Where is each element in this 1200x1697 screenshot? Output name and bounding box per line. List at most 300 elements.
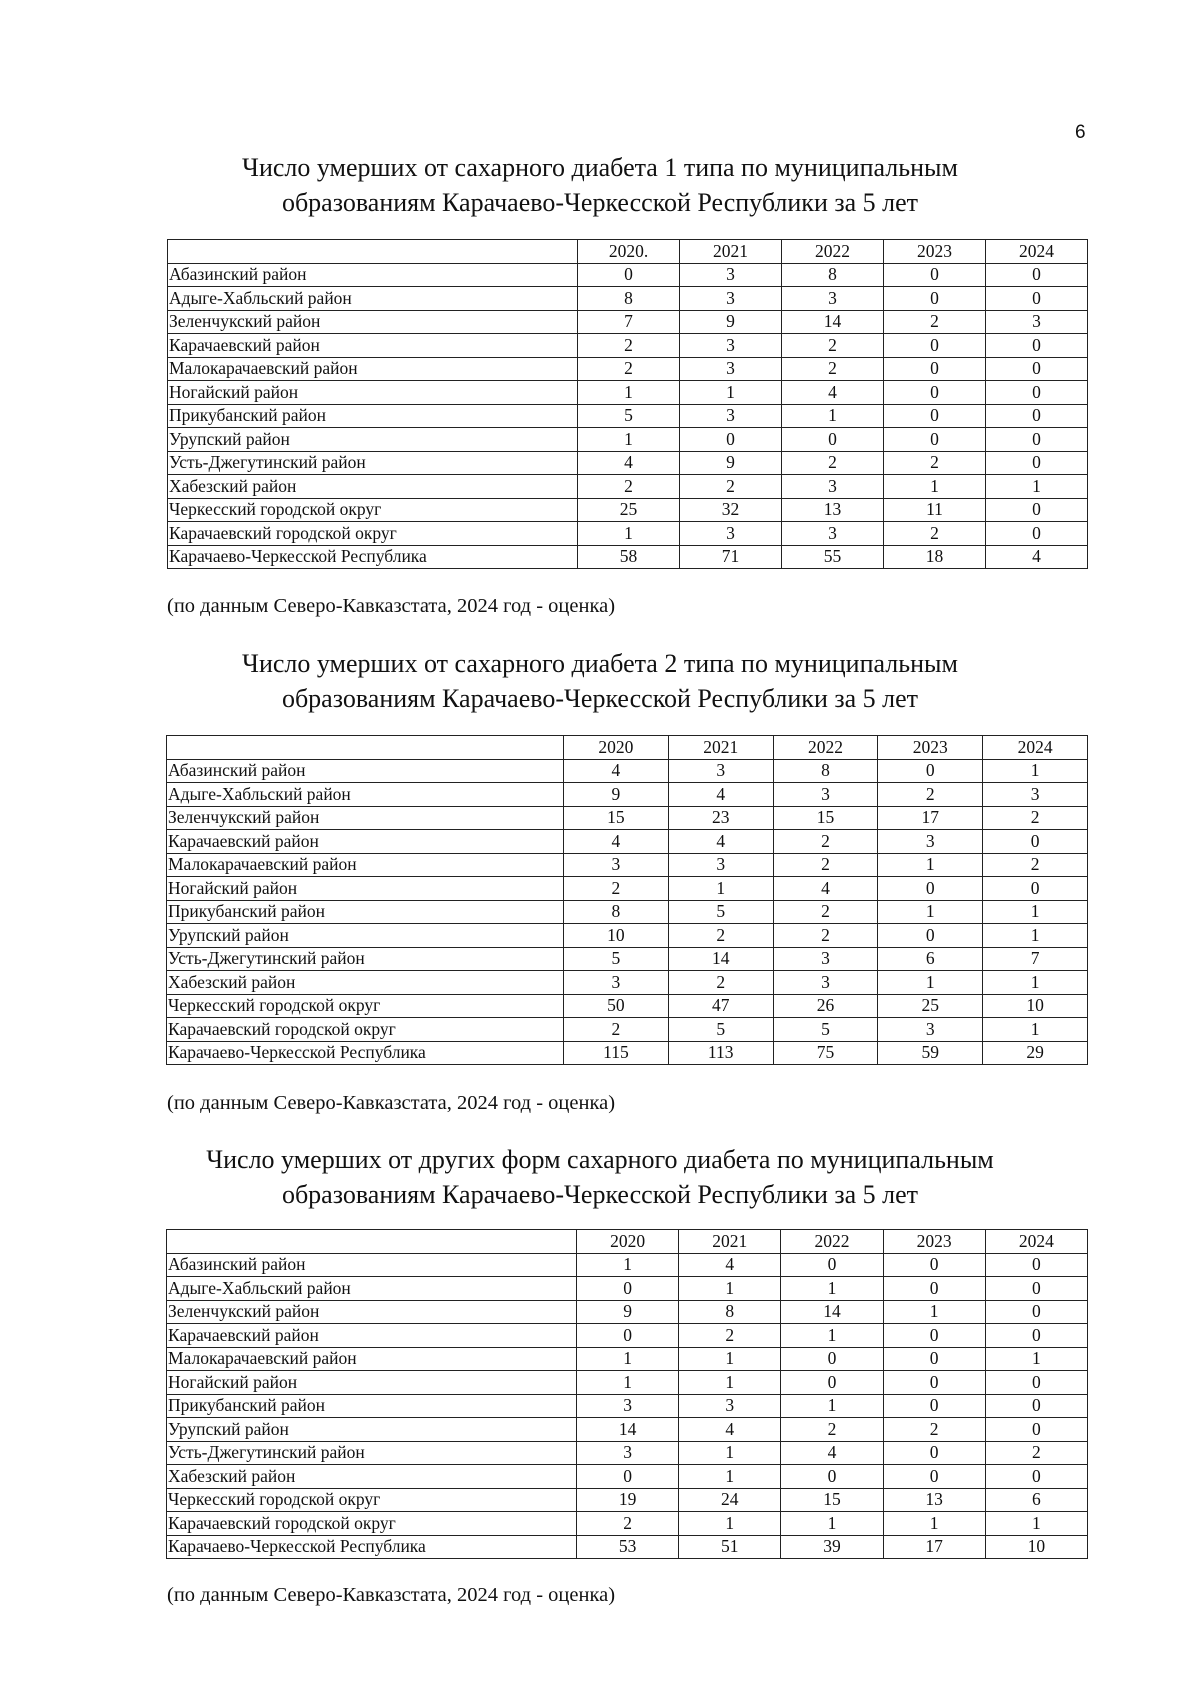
value-cell: 1 [680, 381, 782, 405]
value-cell: 3 [577, 1441, 679, 1465]
value-cell: 3 [680, 357, 782, 381]
source-note: (по данным Северо-Кавказстата, 2024 год - оценка) [167, 1092, 616, 1114]
value-cell: 4 [668, 783, 773, 807]
value-cell: 0 [986, 498, 1088, 522]
section-diabetes-type-2 [0, 646, 1200, 716]
value-cell: 29 [983, 1041, 1088, 1065]
value-cell: 1 [983, 924, 1088, 948]
value-cell: 3 [773, 783, 878, 807]
value-cell: 19 [577, 1488, 679, 1512]
value-cell: 1 [883, 1300, 985, 1324]
table-row [167, 1418, 1088, 1442]
value-cell: 14 [577, 1418, 679, 1442]
value-cell: 2 [578, 475, 680, 499]
year-header: 2024 [986, 240, 1088, 264]
value-cell: 2 [773, 924, 878, 948]
table-row [168, 498, 1088, 522]
value-cell: 1 [578, 381, 680, 405]
value-cell: 0 [884, 287, 986, 311]
table-row [167, 806, 1088, 830]
value-cell: 10 [985, 1535, 1087, 1559]
value-cell: 0 [884, 381, 986, 405]
value-cell: 0 [577, 1324, 679, 1348]
value-cell: 1 [679, 1347, 781, 1371]
value-cell: 3 [878, 1018, 983, 1042]
value-cell: 50 [564, 994, 669, 1018]
table-row [167, 759, 1088, 783]
table-row [167, 1324, 1088, 1348]
value-cell: 4 [679, 1418, 781, 1442]
value-cell: 1 [577, 1347, 679, 1371]
value-cell: 2 [773, 900, 878, 924]
value-cell: 2 [983, 806, 1088, 830]
value-cell: 5 [578, 404, 680, 428]
value-cell: 3 [680, 287, 782, 311]
region-name: Абазинский район [168, 263, 578, 287]
region-name: Адыге-Хабльский район [167, 1277, 577, 1301]
value-cell: 5 [668, 1018, 773, 1042]
value-cell: 0 [578, 263, 680, 287]
value-cell: 0 [985, 1371, 1087, 1395]
value-cell: 1 [781, 1394, 883, 1418]
value-cell: 2 [564, 1018, 669, 1042]
table-row [168, 451, 1088, 475]
value-cell: 0 [781, 1347, 883, 1371]
value-cell: 0 [883, 1277, 985, 1301]
value-cell: 1 [985, 1347, 1087, 1371]
table-row [167, 1488, 1088, 1512]
region-name: Малокарачаевский район [168, 357, 578, 381]
value-cell: 1 [983, 900, 1088, 924]
region-name: Зеленчукский район [167, 1300, 577, 1324]
table-row [167, 947, 1088, 971]
value-cell: 0 [883, 1465, 985, 1489]
value-cell: 3 [668, 853, 773, 877]
year-header: 2023 [883, 1230, 985, 1254]
table-row [168, 428, 1088, 452]
table-row [167, 924, 1088, 948]
value-cell: 0 [983, 877, 1088, 901]
value-cell: 4 [668, 830, 773, 854]
value-cell: 2 [578, 334, 680, 358]
diabetes-type-1-table [167, 239, 1088, 569]
value-cell: 2 [668, 971, 773, 995]
value-cell: 0 [985, 1465, 1087, 1489]
year-header: 2020. [578, 240, 680, 264]
value-cell: 0 [883, 1371, 985, 1395]
value-cell: 0 [985, 1324, 1087, 1348]
region-name: Урупский район [167, 924, 564, 948]
value-cell: 0 [782, 428, 884, 452]
title-line-1: Число умерших от сахарного диабета 2 типа по муниципальным [242, 649, 958, 678]
value-cell: 2 [883, 1418, 985, 1442]
region-name: Черкесский городской округ [167, 994, 564, 1018]
value-cell: 0 [884, 404, 986, 428]
value-cell: 1 [878, 853, 983, 877]
value-cell: 1 [781, 1277, 883, 1301]
value-cell: 0 [883, 1253, 985, 1277]
header-row [167, 1230, 1088, 1254]
value-cell: 2 [578, 357, 680, 381]
region-name: Прикубанский район [167, 1394, 577, 1418]
table-row [168, 287, 1088, 311]
region-name: Зеленчукский район [167, 806, 564, 830]
value-cell: 10 [564, 924, 669, 948]
table-row [167, 900, 1088, 924]
value-cell: 25 [878, 994, 983, 1018]
value-cell: 32 [680, 498, 782, 522]
region-name: Прикубанский район [168, 404, 578, 428]
value-cell: 2 [884, 310, 986, 334]
value-cell: 15 [564, 806, 669, 830]
value-cell: 9 [564, 783, 669, 807]
value-cell: 58 [578, 545, 680, 569]
value-cell: 2 [773, 853, 878, 877]
table-row [167, 1512, 1088, 1536]
value-cell: 14 [668, 947, 773, 971]
value-cell: 0 [883, 1394, 985, 1418]
value-cell: 9 [680, 451, 782, 475]
corner-cell [167, 1230, 577, 1254]
value-cell: 0 [878, 759, 983, 783]
year-header: 2022 [773, 736, 878, 760]
year-header: 2023 [878, 736, 983, 760]
value-cell: 0 [884, 263, 986, 287]
table-row [167, 1277, 1088, 1301]
value-cell: 1 [883, 1512, 985, 1536]
value-cell: 0 [884, 357, 986, 381]
value-cell: 0 [878, 924, 983, 948]
value-cell: 3 [773, 947, 878, 971]
table-row [167, 1300, 1088, 1324]
value-cell: 8 [578, 287, 680, 311]
value-cell: 1 [781, 1324, 883, 1348]
region-name: Карачаевский городской округ [167, 1512, 577, 1536]
value-cell: 0 [985, 1300, 1087, 1324]
table-row [167, 1394, 1088, 1418]
region-name: Ногайский район [167, 877, 564, 901]
value-cell: 26 [773, 994, 878, 1018]
table-row [167, 971, 1088, 995]
region-name: Карачаевский городской округ [168, 522, 578, 546]
value-cell: 1 [983, 1018, 1088, 1042]
value-cell: 1 [884, 475, 986, 499]
value-cell: 3 [564, 853, 669, 877]
value-cell: 0 [883, 1347, 985, 1371]
value-cell: 3 [680, 263, 782, 287]
table-title [0, 646, 1200, 716]
value-cell: 3 [680, 404, 782, 428]
table-row [168, 334, 1088, 358]
value-cell: 2 [782, 451, 884, 475]
value-cell: 15 [773, 806, 878, 830]
title-line-2: образованиям Карачаево-Черкесской Республики за 5 лет [281, 684, 919, 713]
value-cell: 1 [577, 1253, 679, 1277]
value-cell: 5 [564, 947, 669, 971]
value-cell: 0 [986, 334, 1088, 358]
value-cell: 0 [577, 1465, 679, 1489]
table-title [0, 150, 1200, 220]
table-row [168, 522, 1088, 546]
region-name: Карачаевский район [167, 1324, 577, 1348]
value-cell: 2 [782, 357, 884, 381]
region-name: Карачаево-Черкесской Республика [168, 545, 578, 569]
value-cell: 0 [781, 1253, 883, 1277]
year-header: 2021 [680, 240, 782, 264]
value-cell: 3 [680, 522, 782, 546]
diabetes-type-2-table [166, 735, 1088, 1065]
value-cell: 39 [781, 1535, 883, 1559]
value-cell: 7 [983, 947, 1088, 971]
year-header: 2021 [668, 736, 773, 760]
value-cell: 1 [577, 1371, 679, 1395]
table-row [167, 1441, 1088, 1465]
value-cell: 4 [564, 830, 669, 854]
table-row [167, 783, 1088, 807]
region-name: Черкесский городской округ [167, 1488, 577, 1512]
value-cell: 5 [773, 1018, 878, 1042]
region-name: Абазинский район [167, 759, 564, 783]
table-row [168, 404, 1088, 428]
region-name: Прикубанский район [167, 900, 564, 924]
value-cell: 0 [985, 1394, 1087, 1418]
value-cell: 1 [668, 877, 773, 901]
value-cell: 1 [679, 1512, 781, 1536]
region-name: Адыге-Хабльский район [167, 783, 564, 807]
region-name: Карачаево-Черкесской Республика [167, 1535, 577, 1559]
source-note: (по данным Северо-Кавказстата, 2024 год - оценка) [167, 595, 616, 617]
table-row [168, 475, 1088, 499]
region-name: Черкесский городской округ [168, 498, 578, 522]
value-cell: 8 [773, 759, 878, 783]
value-cell: 4 [564, 759, 669, 783]
section-diabetes-other-forms [0, 1142, 1200, 1212]
year-header: 2023 [884, 240, 986, 264]
value-cell: 55 [782, 545, 884, 569]
table-row [167, 1535, 1088, 1559]
value-cell: 8 [782, 263, 884, 287]
year-header: 2022 [782, 240, 884, 264]
value-cell: 2 [679, 1324, 781, 1348]
table-row [167, 1465, 1088, 1489]
table-row [168, 545, 1088, 569]
value-cell: 0 [985, 1277, 1087, 1301]
year-header: 2022 [781, 1230, 883, 1254]
value-cell: 0 [986, 451, 1088, 475]
table-row [167, 1253, 1088, 1277]
region-name: Усть-Джегутинский район [167, 947, 564, 971]
value-cell: 2 [668, 924, 773, 948]
region-name: Хабезский район [167, 1465, 577, 1489]
value-cell: 18 [884, 545, 986, 569]
value-cell: 75 [773, 1041, 878, 1065]
value-cell: 24 [679, 1488, 781, 1512]
value-cell: 71 [680, 545, 782, 569]
table-row [168, 263, 1088, 287]
year-header: 2024 [985, 1230, 1087, 1254]
value-cell: 53 [577, 1535, 679, 1559]
value-cell: 4 [986, 545, 1088, 569]
value-cell: 2 [577, 1512, 679, 1536]
value-cell: 4 [782, 381, 884, 405]
title-line-1: Число умерших от сахарного диабета 1 типа по муниципальным [242, 153, 958, 182]
value-cell: 1 [679, 1371, 781, 1395]
title-line-1: Число умерших от других форм сахарного диабета по муниципальным [206, 1145, 994, 1174]
region-name: Усть-Джегутинский район [167, 1441, 577, 1465]
value-cell: 6 [985, 1488, 1087, 1512]
value-cell: 4 [781, 1441, 883, 1465]
value-cell: 1 [679, 1277, 781, 1301]
region-name: Ногайский район [168, 381, 578, 405]
value-cell: 2 [983, 853, 1088, 877]
value-cell: 14 [782, 310, 884, 334]
value-cell: 6 [878, 947, 983, 971]
title-line-2: образованиям Карачаево-Черкесской Республики за 5 лет [281, 188, 919, 217]
table-row [167, 877, 1088, 901]
value-cell: 0 [883, 1324, 985, 1348]
value-cell: 2 [781, 1418, 883, 1442]
value-cell: 1 [986, 475, 1088, 499]
value-cell: 3 [782, 475, 884, 499]
header-row [167, 736, 1088, 760]
value-cell: 0 [986, 522, 1088, 546]
value-cell: 1 [781, 1512, 883, 1536]
table-row [168, 310, 1088, 334]
value-cell: 0 [986, 428, 1088, 452]
value-cell: 1 [983, 759, 1088, 783]
value-cell: 0 [878, 877, 983, 901]
table-row [167, 1371, 1088, 1395]
value-cell: 59 [878, 1041, 983, 1065]
value-cell: 17 [883, 1535, 985, 1559]
value-cell: 3 [773, 971, 878, 995]
value-cell: 10 [983, 994, 1088, 1018]
region-name: Карачаево-Черкесской Республика [167, 1041, 564, 1065]
region-name: Зеленчукский район [168, 310, 578, 334]
value-cell: 8 [564, 900, 669, 924]
value-cell: 3 [577, 1394, 679, 1418]
region-name: Хабезский район [168, 475, 578, 499]
region-name: Малокарачаевский район [167, 1347, 577, 1371]
value-cell: 8 [679, 1300, 781, 1324]
value-cell: 1 [679, 1465, 781, 1489]
value-cell: 3 [668, 759, 773, 783]
value-cell: 2 [680, 475, 782, 499]
value-cell: 1 [878, 971, 983, 995]
value-cell: 2 [564, 877, 669, 901]
value-cell: 0 [985, 1418, 1087, 1442]
region-name: Абазинский район [167, 1253, 577, 1277]
source-note: (по данным Северо-Кавказстата, 2024 год - оценка) [167, 1584, 616, 1606]
region-name: Карачаевский городской округ [167, 1018, 564, 1042]
value-cell: 1 [679, 1441, 781, 1465]
value-cell: 3 [983, 783, 1088, 807]
value-cell: 1 [578, 522, 680, 546]
region-name: Хабезский район [167, 971, 564, 995]
value-cell: 2 [878, 783, 983, 807]
table-title [0, 1142, 1200, 1212]
year-header: 2020 [577, 1230, 679, 1254]
diabetes-other-forms-table [166, 1229, 1088, 1559]
region-name: Малокарачаевский район [167, 853, 564, 877]
value-cell: 0 [884, 334, 986, 358]
value-cell: 5 [668, 900, 773, 924]
value-cell: 3 [986, 310, 1088, 334]
year-header: 2020 [564, 736, 669, 760]
value-cell: 0 [983, 830, 1088, 854]
value-cell: 4 [679, 1253, 781, 1277]
value-cell: 2 [884, 451, 986, 475]
value-cell: 4 [773, 877, 878, 901]
value-cell: 0 [781, 1465, 883, 1489]
value-cell: 2 [782, 334, 884, 358]
value-cell: 2 [773, 830, 878, 854]
value-cell: 3 [679, 1394, 781, 1418]
value-cell: 11 [884, 498, 986, 522]
corner-cell [167, 736, 564, 760]
value-cell: 1 [782, 404, 884, 428]
value-cell: 14 [781, 1300, 883, 1324]
value-cell: 1 [985, 1512, 1087, 1536]
value-cell: 113 [668, 1041, 773, 1065]
value-cell: 0 [577, 1277, 679, 1301]
year-header: 2021 [679, 1230, 781, 1254]
value-cell: 0 [986, 287, 1088, 311]
region-name: Урупский район [168, 428, 578, 452]
table-row [167, 1347, 1088, 1371]
value-cell: 13 [883, 1488, 985, 1512]
value-cell: 51 [679, 1535, 781, 1559]
region-name: Карачаевский район [168, 334, 578, 358]
region-name: Карачаевский район [167, 830, 564, 854]
value-cell: 1 [983, 971, 1088, 995]
region-name: Адыге-Хабльский район [168, 287, 578, 311]
table-row [168, 381, 1088, 405]
region-name: Ногайский район [167, 1371, 577, 1395]
value-cell: 115 [564, 1041, 669, 1065]
table-row [167, 994, 1088, 1018]
value-cell: 0 [986, 263, 1088, 287]
page-number: 6 [1075, 122, 1086, 143]
value-cell: 7 [578, 310, 680, 334]
value-cell: 15 [781, 1488, 883, 1512]
value-cell: 0 [985, 1253, 1087, 1277]
value-cell: 0 [986, 404, 1088, 428]
value-cell: 1 [578, 428, 680, 452]
value-cell: 23 [668, 806, 773, 830]
section-diabetes-type-1 [0, 150, 1200, 220]
value-cell: 2 [884, 522, 986, 546]
region-name: Урупский район [167, 1418, 577, 1442]
value-cell: 0 [986, 357, 1088, 381]
value-cell: 3 [782, 522, 884, 546]
value-cell: 4 [578, 451, 680, 475]
table-row [167, 830, 1088, 854]
value-cell: 0 [883, 1441, 985, 1465]
value-cell: 3 [878, 830, 983, 854]
value-cell: 2 [985, 1441, 1087, 1465]
year-header: 2024 [983, 736, 1088, 760]
table-row [167, 853, 1088, 877]
value-cell: 13 [782, 498, 884, 522]
value-cell: 0 [884, 428, 986, 452]
region-name: Усть-Джегутинский район [168, 451, 578, 475]
value-cell: 3 [680, 334, 782, 358]
value-cell: 17 [878, 806, 983, 830]
value-cell: 47 [668, 994, 773, 1018]
table-row [167, 1018, 1088, 1042]
value-cell: 0 [986, 381, 1088, 405]
